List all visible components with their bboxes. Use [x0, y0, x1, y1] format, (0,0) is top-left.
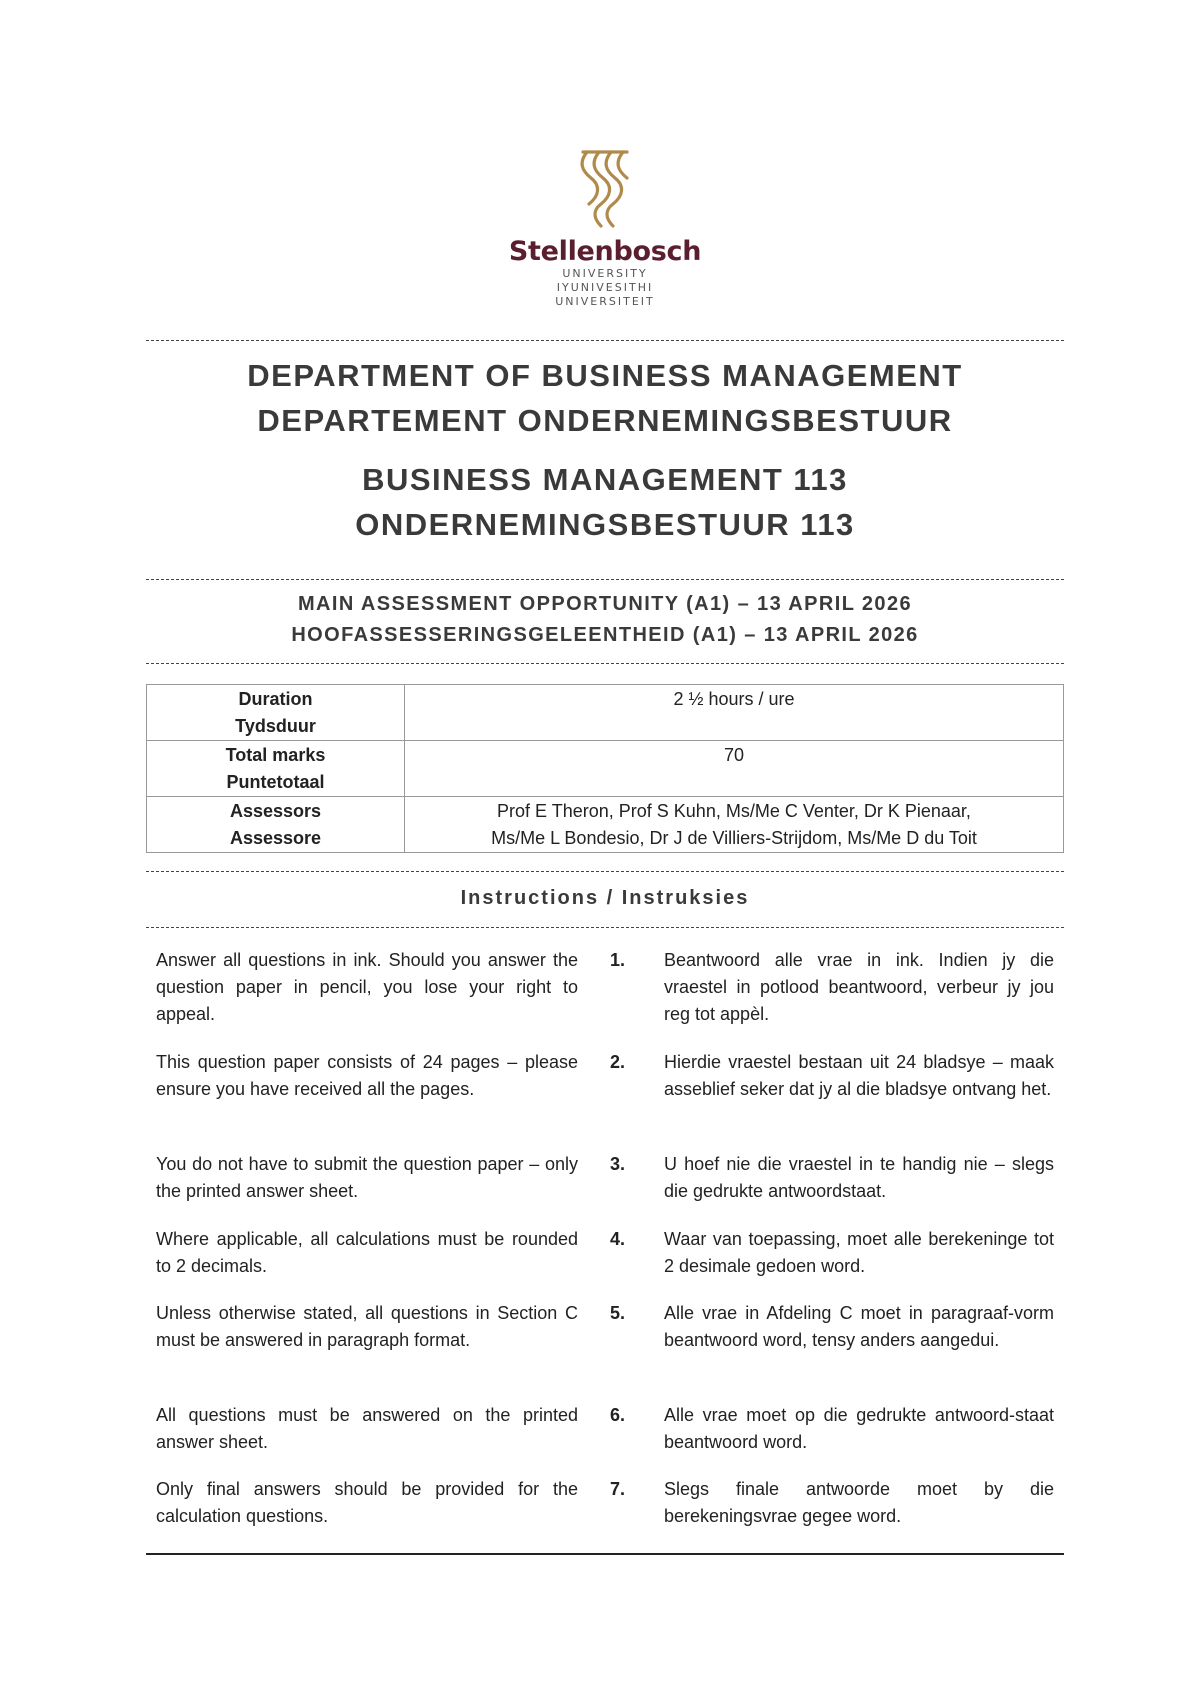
divider: [146, 871, 1064, 872]
instruction-en: Only final answers should be provided for the calculation questions.: [156, 1479, 578, 1526]
university-emblem-icon: [575, 148, 635, 232]
value-line: Prof E Theron, Prof S Kuhn, Ms/Me C Venter, Dr K Pienaar,: [497, 801, 971, 821]
divider: [146, 663, 1064, 664]
instruction-number: 6.: [610, 1405, 626, 1425]
instruction-en: Where applicable, all calculations must be rounded to 2 decimals.: [156, 1229, 578, 1276]
logo-line-universiteit: UNIVERSITEIT: [555, 295, 655, 308]
assessors-label: [147, 797, 405, 853]
label-en: Assessors: [229, 801, 322, 821]
instruction-en: You do not have to submit the question paper – only the printed answer sheet.: [156, 1154, 578, 1201]
instruction-af: Beantwoord alle vrae in ink. Indien jy die vraestel in potlood beantwoord, verbeur jy jou reg tot appèl.: [664, 950, 1054, 1024]
duration-label: [147, 685, 405, 741]
logo-wordmark: Stellenbosch: [508, 236, 702, 267]
assessment-title-en: MAIN ASSESSMENT OPPORTUNITY (A1) – 13 APRIL 2026: [298, 593, 912, 615]
total-marks-label: [147, 741, 405, 797]
bottom-rule: [146, 1553, 1064, 1555]
logo-line-iyunivesithi: IYUNIVESITHI: [556, 281, 654, 294]
label-af: Puntetotaal: [226, 772, 325, 792]
value-line: 2 ½ hours / ure: [673, 689, 795, 709]
instruction-af: Alle vrae moet op die gedrukte antwoord-staat beantwoord word.: [664, 1405, 1054, 1452]
instruction-af: U hoef nie die vraestel in te handig nie – slegs die gedrukte antwoordstaat.: [664, 1154, 1054, 1201]
value-line: 70: [723, 745, 745, 765]
instruction-af: Alle vrae in Afdeling C moet in paragraaf-vorm beantwoord word, tensy anders aangedui.: [664, 1303, 1054, 1350]
instruction-number: 7.: [610, 1479, 626, 1499]
assessors-value: [405, 797, 1064, 853]
instruction-af: Slegs finale antwoorde moet by die berekeningsvrae gegee word.: [664, 1479, 1054, 1526]
instruction-en: All questions must be answered on the printed answer sheet.: [156, 1405, 578, 1452]
label-af: Tydsduur: [235, 716, 316, 736]
module-title-en: BUSINESS MANAGEMENT 113: [362, 462, 848, 497]
table-row: [147, 685, 1064, 741]
value-line: Ms/Me L Bondesio, Dr J de Villiers-Strijdom, Ms/Me D du Toit: [491, 828, 977, 848]
table-row: [147, 797, 1064, 853]
instruction-number: 5.: [610, 1303, 626, 1323]
instruction-en: This question paper consists of 24 pages – please ensure you have received all the pages.: [156, 1052, 578, 1099]
department-title: [146, 353, 1064, 443]
exam-cover-page: [146, 0, 1064, 1696]
instructions-title: Instructions / Instruksies: [460, 887, 750, 909]
table-row: [147, 741, 1064, 797]
label-en: Duration: [238, 689, 313, 709]
instruction-af: Hierdie vraestel bestaan uit 24 bladsye – maak asseblief seker dat jy al die bladsye ontvang het.: [664, 1052, 1054, 1099]
label-af: Assessore: [229, 828, 322, 848]
label-en: Total marks: [225, 745, 326, 765]
duration-value: [405, 685, 1064, 741]
divider: [146, 340, 1064, 341]
instruction-af: Waar van toepassing, moet alle berekeninge tot 2 desimale gedoen word.: [664, 1229, 1054, 1276]
instruction-number: 3.: [610, 1154, 626, 1174]
logo-line-university: UNIVERSITY: [562, 267, 648, 280]
module-title-af: ONDERNEMINGSBESTUUR 113: [355, 507, 855, 542]
department-title-af: DEPARTEMENT ONDERNEMINGSBESTUUR: [257, 403, 953, 438]
exam-info-table: [146, 684, 1064, 853]
assessment-title: [146, 589, 1064, 651]
assessment-title-af: HOOFASSESSERINGSGELEENTHEID (A1) – 13 APRIL 2026: [291, 624, 919, 646]
department-title-en: DEPARTMENT OF BUSINESS MANAGEMENT: [247, 358, 963, 393]
instruction-en: Unless otherwise stated, all questions in Section C must be answered in paragraph format.: [156, 1303, 578, 1350]
university-logo: [146, 148, 1064, 309]
instruction-number: 2.: [610, 1052, 626, 1072]
instruction-number: 1.: [610, 950, 626, 970]
instruction-number: 4.: [610, 1229, 626, 1249]
module-title: [146, 457, 1064, 547]
total-marks-value: [405, 741, 1064, 797]
instruction-en: Answer all questions in ink. Should you answer the question paper in pencil, you lose your right to appeal.: [156, 950, 578, 1024]
divider: [146, 927, 1064, 928]
divider: [146, 579, 1064, 580]
